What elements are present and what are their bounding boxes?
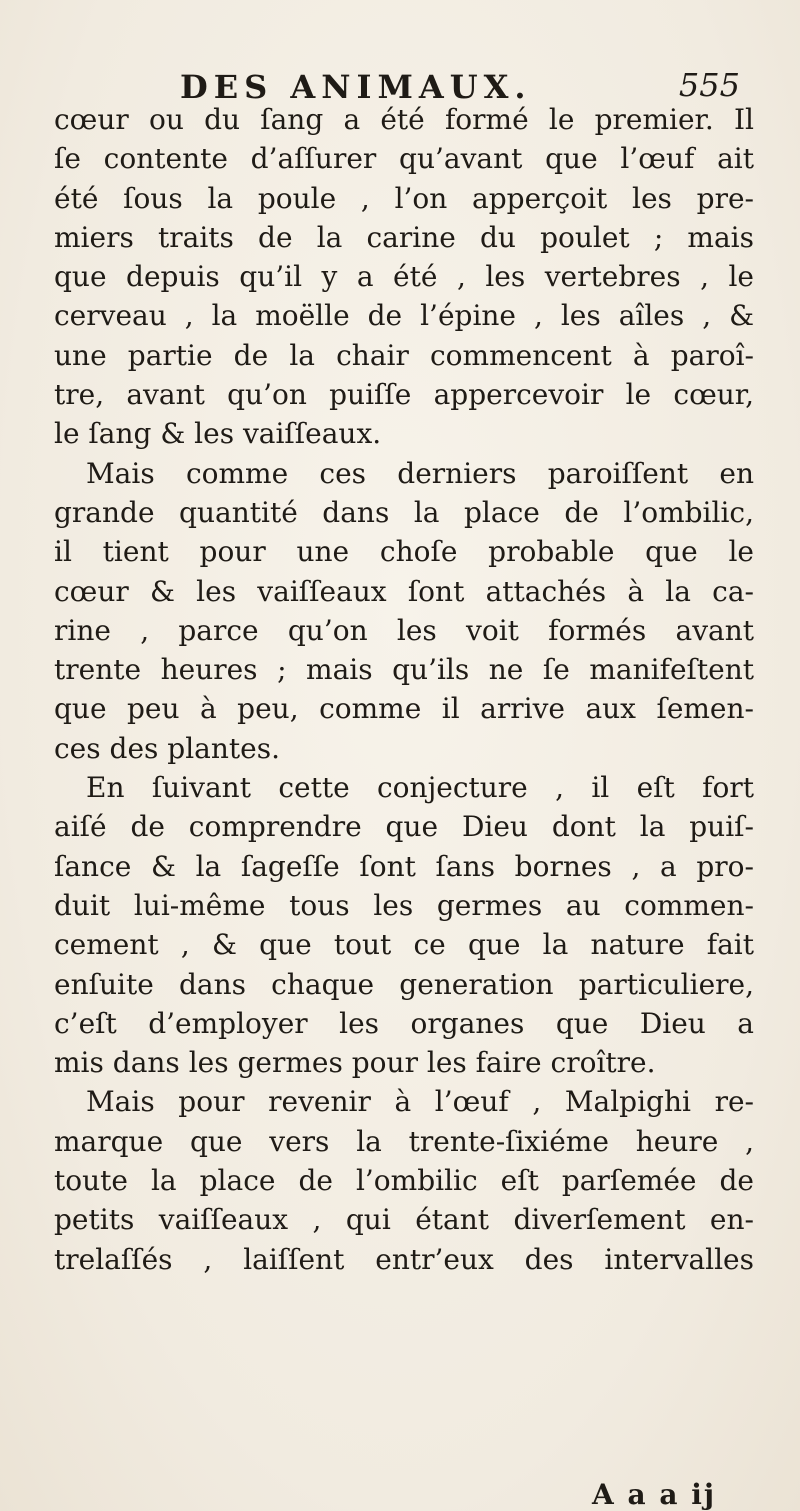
text-line: cement , & que tout ce que la nature fait — [54, 928, 754, 962]
text-line: marque que vers la trente-ſixiéme heure , — [54, 1124, 754, 1158]
text-line: été ſous la poule , l’on apperçoit les pre- — [54, 181, 754, 215]
text-line: petits vaiſſeaux , qui étant diverſement en- — [54, 1203, 754, 1237]
text-line: c’eſt d’employer les organes que Dieu a — [54, 1006, 754, 1040]
text-line: grande quantité dans la place de l’ombilic, — [54, 495, 754, 529]
text-line: Mais comme ces derniers paroiſſent en — [86, 456, 754, 490]
text-line: cœur ou du ſang a été formé le premier. Il — [54, 103, 754, 136]
text-line: le ſang & les vaiſſeaux. — [54, 417, 382, 451]
text-line: tre, avant qu’on puiſſe appercevoir le cœur, — [54, 378, 754, 412]
text-line: rine , parce qu’on les voit formés avant — [54, 613, 754, 647]
running-title: DES ANIMAUX. — [180, 68, 532, 106]
text-line: Mais pour revenir à l’œuf , Malpighi re- — [86, 1085, 754, 1119]
text-line: que depuis qu’il y a été , les vertebres , le — [54, 260, 754, 294]
text-line: cerveau , la moëlle de l’épine , les aîles , & — [54, 299, 754, 333]
text-line: mis dans les germes pour les faire croître. — [54, 1046, 656, 1080]
text-line: une partie de la chair commencent à paroî- — [54, 338, 754, 372]
text-line: il tient pour une choſe probable que le — [54, 535, 754, 569]
text-line: En ſuivant cette conjecture , il eſt fort — [86, 771, 754, 805]
text-line: trente heures ; mais qu’ils ne ſe manifeſtent — [54, 653, 754, 687]
text-line: aiſé de comprendre que Dieu dont la puiſ- — [54, 810, 754, 844]
text-line: que peu à peu, comme il arrive aux ſemen- — [54, 692, 754, 726]
body-text — [54, 100, 754, 1279]
text-line: miers traits de la carine du poulet ; mais — [54, 220, 754, 254]
page-number: 555 — [678, 66, 740, 104]
text-line: ſance & la ſageſſe ſont ſans bornes , a pro- — [54, 849, 754, 883]
text-line: trelaſſés , laiſſent entr’eux des intervalles — [54, 1242, 754, 1276]
text-line: toute la place de l’ombilic eſt parſemée de — [54, 1164, 754, 1198]
text-line: ſe contente d’aſſurer qu’avant que l’œuf ait — [54, 142, 754, 176]
text-line: duit lui-même tous les germes au commen- — [54, 888, 754, 922]
signature-mark: A a a ij — [592, 1478, 717, 1511]
text-line: enſuite dans chaque generation particuliere, — [54, 967, 754, 1001]
text-line: cœur & les vaiſſeaux ſont attachés à la ca- — [54, 574, 754, 608]
text-line: ces des plantes. — [54, 731, 280, 765]
